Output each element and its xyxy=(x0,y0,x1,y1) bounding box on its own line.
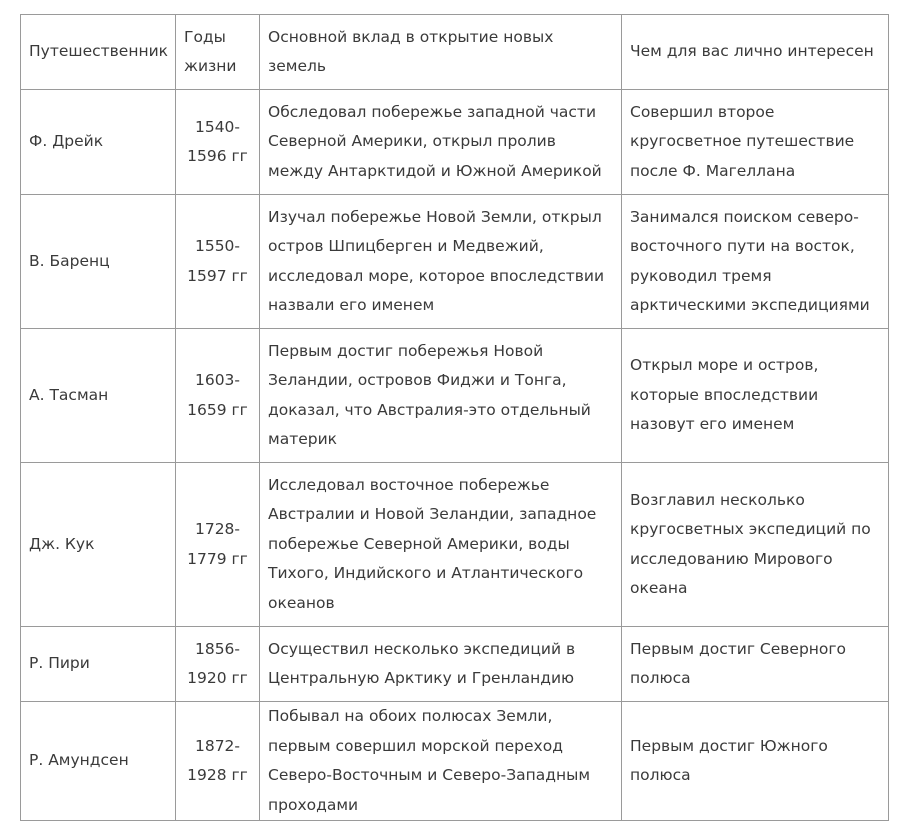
table-row xyxy=(21,195,889,329)
cell-contribution: Обследовал побережье западной части Северной Америки, открыл пролив между Антарктидой и Южной Америкой xyxy=(260,90,622,195)
travelers-table xyxy=(20,14,889,821)
cell-contribution: Побывал на обоих полюсах Земли, первым совершил морской переход Северо-Восточным и Северо-Западным проходами xyxy=(260,702,622,821)
cell-interest: Занимался поиском северо-восточного пути на восток, руководил тремя арктическими экспедициями xyxy=(622,195,889,329)
cell-name: А. Тасман xyxy=(21,329,176,463)
table-row xyxy=(21,627,889,702)
cell-interest: Совершил второе кругосветное путешествие после Ф. Магеллана xyxy=(622,90,889,195)
table-row xyxy=(21,702,889,821)
cell-interest: Открыл море и остров, которые впоследствии назовут его именем xyxy=(622,329,889,463)
table-row xyxy=(21,90,889,195)
cell-years: 1603-1659 гг xyxy=(176,329,260,463)
cell-years: 1728-1779 гг xyxy=(176,463,260,627)
cell-years: 1550-1597 гг xyxy=(176,195,260,329)
cell-contribution: Осуществил несколько экспедиций в Центральную Арктику и Гренландию xyxy=(260,627,622,702)
cell-contribution: Исследовал восточное побережье Австралии и Новой Зеландии, западное побережье Северной Америки, воды Тихого, Индийского и Атлантического океанов xyxy=(260,463,622,627)
table-row xyxy=(21,463,889,627)
header-years: Годы жизни xyxy=(176,15,260,90)
cell-years: 1856-1920 гг xyxy=(176,627,260,702)
cell-interest: Первым достиг Южного полюса xyxy=(622,702,889,821)
table-header-row xyxy=(21,15,889,90)
cell-contribution: Изучал побережье Новой Земли, открыл остров Шпицберген и Медвежий, исследовал море, которое впоследствии назвали его именем xyxy=(260,195,622,329)
cell-contribution: Первым достиг побережья Новой Зеландии, островов Фиджи и Тонга, доказал, что Австралия-это отдельный материк xyxy=(260,329,622,463)
travelers-table-container xyxy=(20,14,889,821)
cell-interest: Возглавил несколько кругосветных экспедиций по исследованию Мирового океана xyxy=(622,463,889,627)
cell-name: Ф. Дрейк xyxy=(21,90,176,195)
table-row xyxy=(21,329,889,463)
header-interest: Чем для вас лично интересен xyxy=(622,15,889,90)
header-traveler: Путешественник xyxy=(21,15,176,90)
header-contribution: Основной вклад в открытие новых земель xyxy=(260,15,622,90)
cell-name: В. Баренц xyxy=(21,195,176,329)
cell-name: Дж. Кук xyxy=(21,463,176,627)
cell-years: 1540-1596 гг xyxy=(176,90,260,195)
cell-years: 1872-1928 гг xyxy=(176,702,260,821)
cell-name: Р. Пири xyxy=(21,627,176,702)
cell-interest: Первым достиг Северного полюса xyxy=(622,627,889,702)
cell-name: Р. Амундсен xyxy=(21,702,176,821)
